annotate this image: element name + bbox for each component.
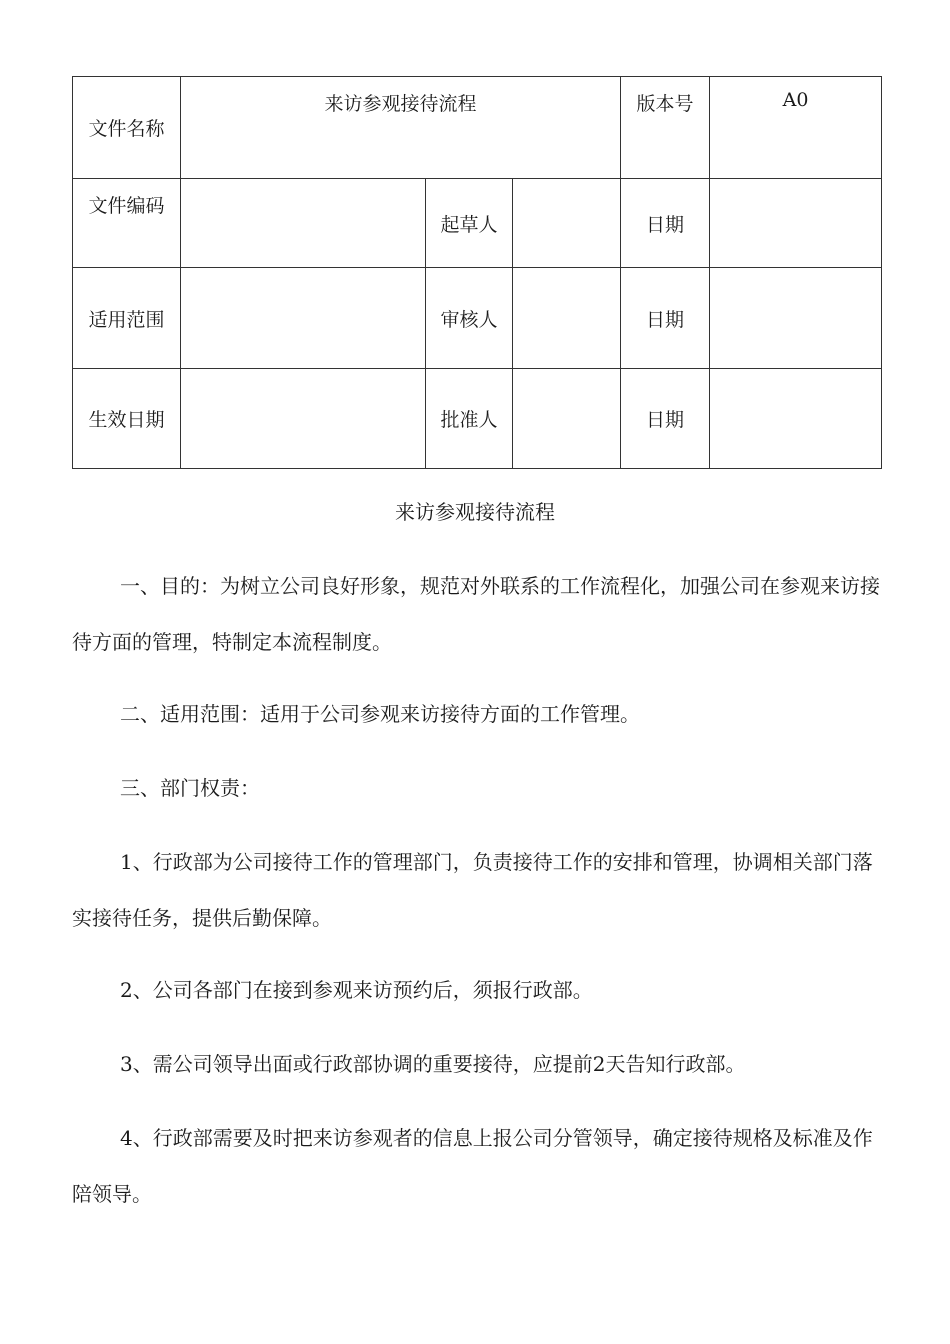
effective-label-cell: [73, 369, 181, 469]
date-label: 日期: [646, 409, 685, 431]
paragraph-item-2: 2、公司各部门在接到参观来访预约后，须报行政部。: [120, 978, 593, 1002]
header-row-scope: [73, 268, 882, 369]
drafter-label-cell: [426, 179, 513, 268]
paragraph-responsibilities-heading: 三、部门权责：: [120, 776, 260, 800]
file-code-label-cell: [73, 179, 181, 268]
header-row-file-name: [73, 77, 882, 179]
approver-label-cell: [426, 369, 513, 469]
date-value-cell-1: [710, 179, 882, 268]
date-label: 日期: [646, 213, 685, 236]
date-label-cell-3: [621, 369, 710, 469]
header-row-effective-date: [73, 369, 882, 469]
date-label: 日期: [646, 308, 685, 331]
date-value-cell-2: [710, 268, 882, 369]
paragraph-purpose: 一、目的：为树立公司良好形象，规范对外联系的工作流程化，加强公司在参观来访接待方面的管理，特制定本流程制度。: [72, 574, 880, 654]
scope-label: 适用范围: [88, 308, 165, 331]
approver-value-cell: [513, 369, 621, 469]
version-value-cell: [710, 77, 882, 179]
effective-date-label: 生效日期: [88, 409, 165, 431]
paragraph-item-4: 4、行政部需要及时把来访参观者的信息上报公司分管领导，确定接待规格及标准及作陪领导。: [72, 1126, 873, 1206]
scope-label-cell: [73, 268, 181, 369]
date-label-cell-1: [621, 179, 710, 268]
date-label-cell-2: [621, 268, 710, 369]
header-row-file-code: [73, 179, 882, 268]
file-name-label-cell: [73, 77, 181, 179]
approver-label: 批准人: [440, 409, 498, 431]
scope-value-cell: [181, 268, 426, 369]
reviewer-label-cell: [426, 268, 513, 369]
file-name-value-cell: [181, 77, 621, 179]
version-label-cell: [621, 77, 710, 179]
file-name-label: 文件名称: [88, 118, 165, 140]
paragraph-item-1: 1、行政部为公司接待工作的管理部门，负责接待工作的安排和管理，协调相关部门落实接待任务，提供后勤保障。: [72, 850, 873, 930]
drafter-value-cell: [513, 179, 621, 268]
paragraph-scope: 二、适用范围：适用于公司参观来访接待方面的工作管理。: [120, 702, 640, 726]
reviewer-value-cell: [513, 268, 621, 369]
date-value-cell-3: [710, 369, 882, 469]
paragraph-item-3: 3、需公司领导出面或行政部协调的重要接待，应提前2天告知行政部。: [120, 1052, 746, 1076]
drafter-label: 起草人: [440, 213, 498, 236]
reviewer-label: 审核人: [440, 308, 498, 331]
file-code-label: 文件编码: [88, 195, 165, 217]
effective-value-cell: [181, 369, 426, 469]
version-label: 版本号: [636, 93, 694, 115]
file-name-value: 来访参观接待流程: [324, 93, 477, 115]
document-title: 来访参观接待流程: [395, 500, 555, 524]
file-code-value-cell: [181, 179, 426, 268]
version-value: A0: [782, 89, 809, 111]
document-header-table: [72, 76, 882, 469]
